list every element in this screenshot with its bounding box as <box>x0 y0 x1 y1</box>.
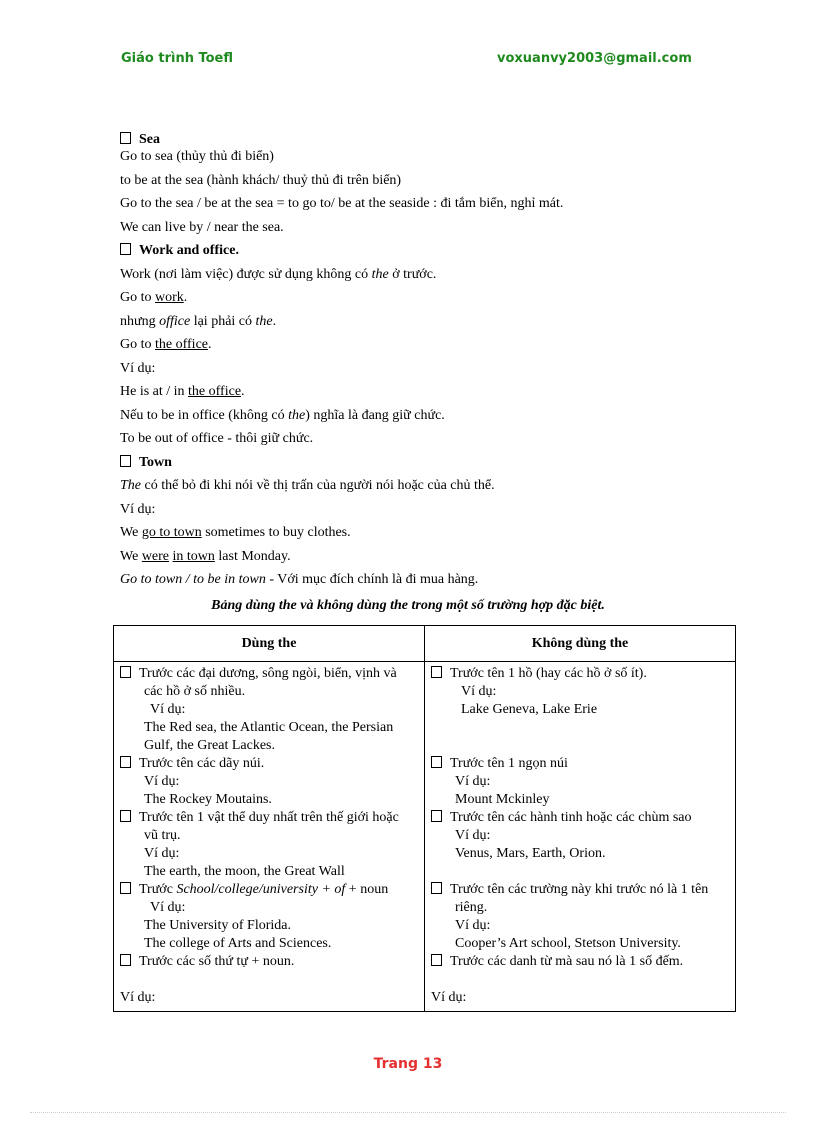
list-item: Trước tên 1 vật thể duy nhất trên thế giới hoặc <box>120 809 418 827</box>
list-item-text: The Rockey Moutains. <box>144 792 272 807</box>
list-item-text: Lake Geneva, Lake Erie <box>461 702 598 717</box>
text-line: Ví dụ: <box>120 501 156 517</box>
table-cell-with-the <box>114 662 425 1012</box>
list-item-text: Ví dụ: <box>144 846 180 861</box>
section-heading-sea: Sea <box>120 130 740 147</box>
text-line: Ví dụ: <box>120 360 156 376</box>
list-item-text: Gulf, the Great Lackes. <box>144 738 275 753</box>
checkbox-bullet-icon <box>431 882 442 894</box>
list-item-text: Ví dụ: <box>120 990 156 1005</box>
list-item: Trước tên các trường này khi trước nó là 1 tên <box>431 881 729 899</box>
list-item-text: Ví dụ: <box>455 774 491 789</box>
checkbox-bullet-icon <box>431 810 442 822</box>
list-item: Trước tên các dãy núi. <box>120 755 418 773</box>
section-heading-town: Town <box>120 453 740 477</box>
text-line: We can live by / near the sea. <box>120 219 284 235</box>
text-line: Nếu to be in office (không có the) nghĩa là đang giữ chức. <box>120 407 445 423</box>
list-item-text: Mount Mckinley <box>455 792 550 807</box>
list-item: Trước các số thứ tự + noun. <box>120 953 418 971</box>
list-item-text: các hồ ở số nhiều. <box>144 684 246 699</box>
text-line: to be at the sea (hành khách/ thuỷ thủ đi trên biển) <box>120 172 402 188</box>
checkbox-bullet-icon <box>120 810 131 822</box>
text-line: Go to the office. <box>120 337 212 352</box>
text-line: Go to the sea / be at the sea = to go to/ be at the seaside : đi tắm biển, nghỉ mát. <box>120 196 564 211</box>
list-item-text: The college of Arts and Sciences. <box>144 936 332 951</box>
list-item: Trước tên 1 ngọn núi <box>431 755 729 773</box>
footer-divider <box>30 1112 786 1113</box>
checkbox-bullet-icon <box>431 954 442 966</box>
page-number: Trang 13 <box>373 1056 443 1072</box>
header-title: Giáo trình Toefl <box>121 51 233 66</box>
text-line: Work (nơi làm việc) được sử dụng không có the ở trước. <box>120 266 437 282</box>
text-line: Go to town / to be in town - Với mục đích chính là đi mua hàng. <box>120 572 479 587</box>
list-item-text: Venus, Mars, Earth, Orion. <box>455 846 606 861</box>
column-header-without-the: Không dùng the <box>425 626 736 662</box>
checkbox-bullet-icon <box>120 132 131 144</box>
list-item-text: Ví dụ: <box>455 918 491 933</box>
checkbox-bullet-icon <box>120 882 131 894</box>
list-item-text: Ví dụ: <box>144 774 180 789</box>
text-line: Go to sea (thủy thủ đi biển) <box>120 149 274 164</box>
list-item: Trước các danh từ mà sau nó là 1 số đếm. <box>431 953 729 971</box>
list-item: Trước các đại dương, sông ngòi, biển, vịnh và <box>120 665 418 683</box>
text-line: We were in town last Monday. <box>120 548 291 564</box>
list-item-text: The earth, the moon, the Great Wall <box>144 864 345 879</box>
checkbox-bullet-icon <box>120 756 131 768</box>
list-item: Trước School/college/university + of + noun <box>120 881 418 899</box>
checkbox-bullet-icon <box>431 756 442 768</box>
text-line: nhưng office lại phải có the. <box>120 313 277 329</box>
checkbox-bullet-icon <box>120 455 131 467</box>
list-item-text: Cooper’s Art school, Stetson University. <box>455 936 681 951</box>
text-line: The có thể bỏ đi khi nói về thị trấn của người nói hoặc của chủ thể. <box>120 478 495 493</box>
list-item-text: The University of Florida. <box>144 918 291 933</box>
document-body <box>120 130 740 594</box>
list-item-text: Ví dụ: <box>150 900 186 915</box>
text-line: We go to town sometimes to buy clothes. <box>120 525 351 540</box>
table-cell-without-the <box>425 662 736 1012</box>
section-heading-work: Work and office. <box>120 241 740 265</box>
text-line: Go to work. <box>120 290 188 305</box>
list-item: Trước tên 1 hồ (hay các hồ ở số ít). <box>431 665 729 683</box>
header-email: voxuanvy2003@gmail.com <box>497 51 692 66</box>
column-header-with-the: Dùng the <box>114 626 425 662</box>
text-line: To be out of office - thôi giữ chức. <box>120 431 314 446</box>
list-item-text: vũ trụ. <box>144 828 181 843</box>
list-item-text: Ví dụ: <box>461 684 497 699</box>
checkbox-bullet-icon <box>120 666 131 678</box>
text-line: He is at / in the office. <box>120 384 245 399</box>
list-item-text: Ví dụ: <box>150 702 186 717</box>
list-item-text: Ví dụ: <box>455 828 491 843</box>
checkbox-bullet-icon <box>431 666 442 678</box>
list-item-text: The Red sea, the Atlantic Ocean, the Persian <box>144 720 394 735</box>
comparison-table <box>113 625 736 1012</box>
list-item-text: Ví dụ: <box>431 990 467 1005</box>
list-item: Trước tên các hành tinh hoặc các chùm sao <box>431 809 729 827</box>
checkbox-bullet-icon <box>120 954 131 966</box>
table-caption: Bảng dùng the và không dùng the trong một số trường hợp đặc biệt. <box>211 598 605 613</box>
checkbox-bullet-icon <box>120 243 131 255</box>
list-item-text: riêng. <box>455 900 488 915</box>
